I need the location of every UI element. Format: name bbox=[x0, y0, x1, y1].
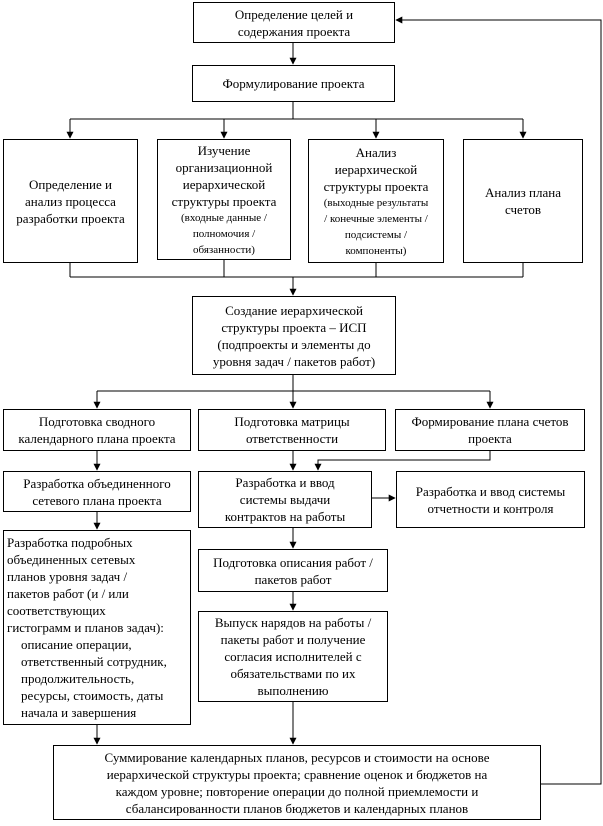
box-process-analysis: Определение и анализ процесса разработки проекта bbox=[3, 139, 138, 263]
box-create-isp: Создание иерархической структуры проекта – ИСП (подпроекты и элементы до уровня задач / пакетов работ) bbox=[192, 296, 396, 375]
box-org-study: Изучение организационной иерархической структуры проекта (входные данные / полномочия / обязанности) bbox=[157, 139, 291, 260]
box-goals: Определение целей и содержания проекта bbox=[193, 2, 395, 43]
box-accounts-analysis: Анализ плана счетов bbox=[463, 139, 583, 263]
box-summary-schedule: Подготовка сводного календарного плана проекта bbox=[3, 409, 191, 451]
box-contracts-system: Разработка и ввод системы выдачи контрактов на работы bbox=[198, 471, 372, 528]
arrow-accounts-plan-to-contracts bbox=[318, 450, 490, 470]
box-formulation: Формулирование проекта bbox=[192, 65, 395, 102]
box-detailed-plans: Разработка подробных объединенных сетевых планов уровня задач / пакетов работ (и / или соответствующих гистограмм и планов задач): описание операции, ответственный сотрудник, продолжительность, ресурсы, стоимость, даты начала и завершения bbox=[3, 530, 191, 725]
box-summation: Суммирование календарных планов, ресурсов и стоимости на основе иерархической структуры проекта; сравнение оценок и бюджетов на каждом уровне; повторение операции до полной приемлемости и сбалансированности планов бюджетов и календарных планов bbox=[53, 745, 541, 820]
arrow-feedback-loop bbox=[396, 20, 601, 784]
box-accounts-plan: Формирование плана счетов проекта bbox=[395, 409, 585, 451]
box-work-orders: Выпуск нарядов на работы / пакеты работ и получение согласия исполнителей с обязательствами по их выполнению bbox=[198, 611, 388, 702]
box-network-plan: Разработка объединенного сетевого плана проекта bbox=[3, 471, 191, 512]
box-work-description: Подготовка описания работ / пакетов работ bbox=[198, 549, 388, 592]
box-responsibility-matrix: Подготовка матрицы ответственности bbox=[198, 409, 386, 451]
box-reporting-system: Разработка и ввод системы отчетности и контроля bbox=[396, 471, 585, 528]
box-hier-analysis: Анализ иерархической структуры проекта (выходные результаты / конечные элементы / подсистемы / компоненты) bbox=[308, 139, 444, 263]
